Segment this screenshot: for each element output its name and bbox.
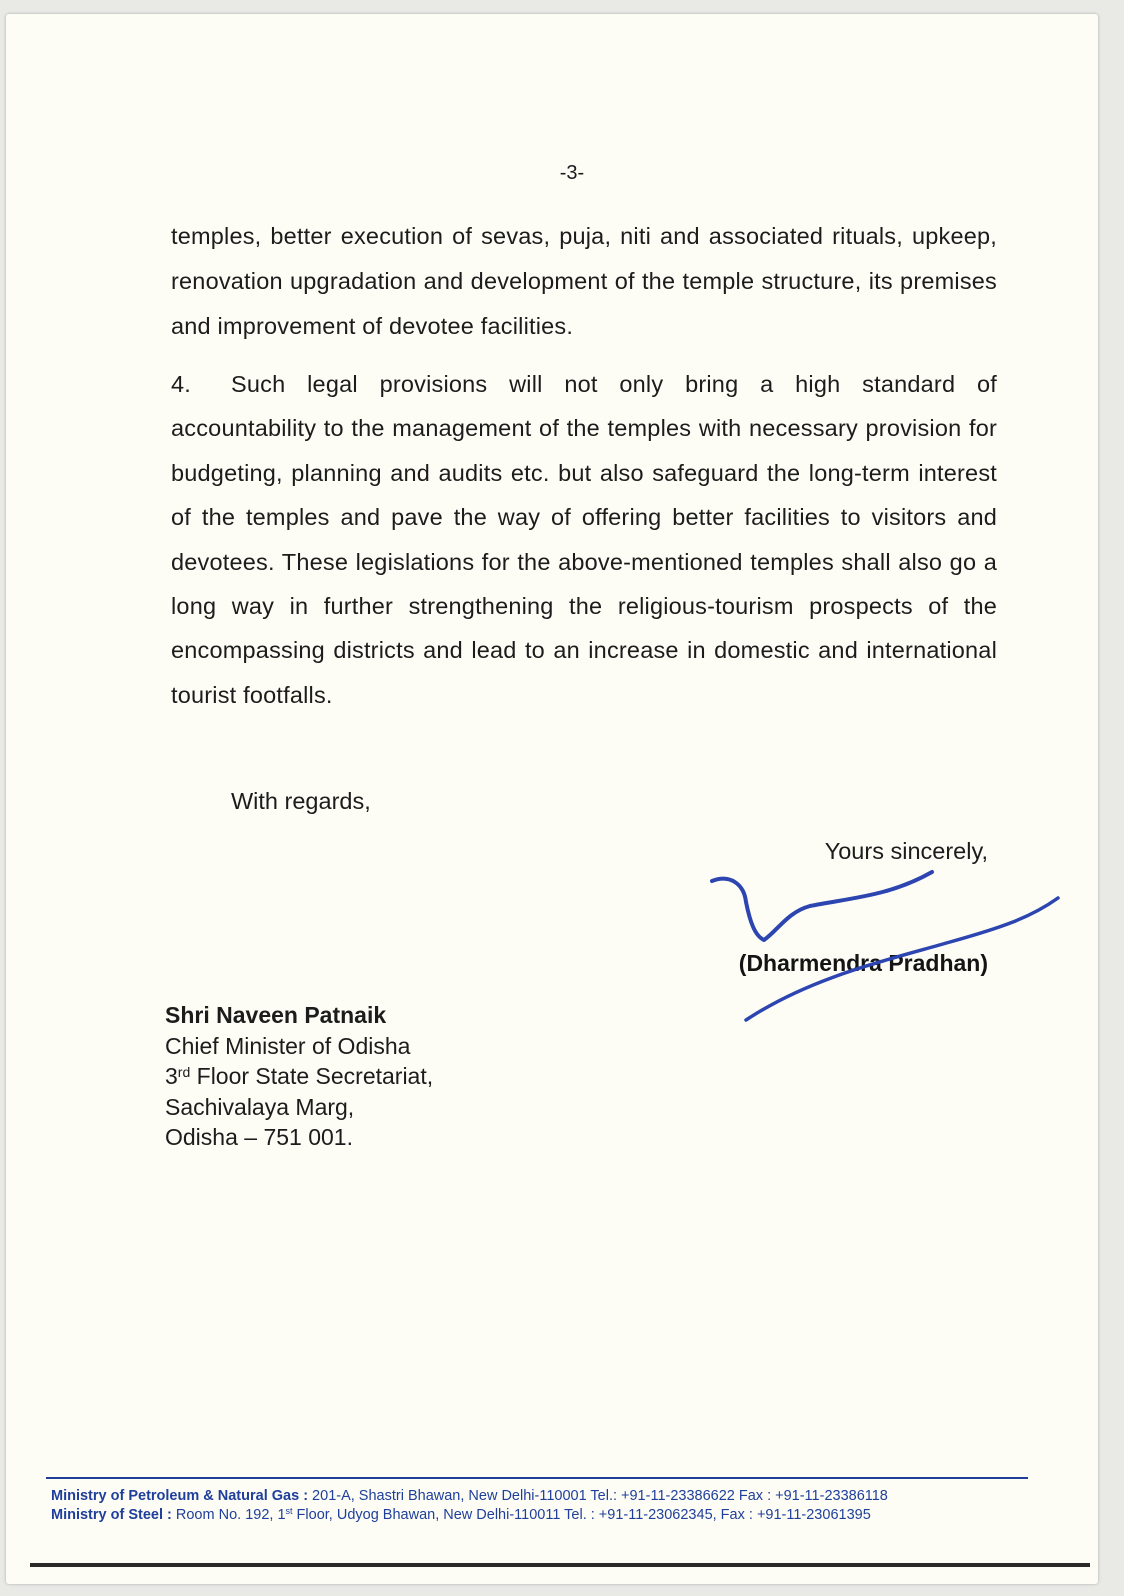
- footer-line-petroleum: [51, 1487, 888, 1506]
- footer-steel-address-b: Floor, Udyog Bhawan, New Delhi-110011 Tel. : +91-11-23062345, Fax : +91-11-23061395: [292, 1507, 871, 1523]
- recipient-city: Odisha – 751 001.: [165, 1124, 353, 1150]
- paragraph-continued: temples, better execution of sevas, puja, niti and associated rituals, upkeep, renovation upgradation and development of the temple structure, its premises and improvement of devotee facilities.: [171, 223, 997, 339]
- closing-line: Yours sincerely,: [824, 838, 988, 864]
- recipient-address: [165, 1000, 433, 1153]
- recipient-name: Shri Naveen Patnaik: [165, 1002, 387, 1028]
- recipient-title: Chief Minister of Odisha: [165, 1032, 411, 1059]
- footer-divider: [46, 1477, 1028, 1479]
- bottom-edge-bar: [30, 1563, 1090, 1567]
- recipient-floor: [165, 1061, 433, 1092]
- footer-ministry-steel: Ministry of Steel :: [51, 1507, 172, 1523]
- footer-steel-address-a: Room No. 192, 1: [171, 1507, 286, 1523]
- page-number: -3-: [559, 162, 585, 184]
- floor-text: Floor State Secretariat,: [190, 1063, 434, 1089]
- floor-number: 3: [165, 1063, 178, 1089]
- footer-ministry-petroleum: Ministry of Petroleum & Natural Gas :: [51, 1488, 309, 1504]
- paragraph-4: [171, 362, 997, 717]
- signature-stroke-v: [712, 872, 932, 940]
- footer-steel-ordinal: st: [285, 1506, 293, 1516]
- signatory-name: (Dharmendra Pradhan): [738, 950, 988, 976]
- floor-ordinal: rd: [177, 1064, 191, 1080]
- recipient-street: Sachivalaya Marg,: [165, 1093, 355, 1120]
- handwritten-signature: [700, 860, 1080, 1040]
- letterhead-footer: [51, 1487, 888, 1525]
- regards-line: With regards,: [231, 788, 371, 814]
- paragraph-4-text: Such legal provisions will not only bring a high standard of accountability to the management of the temples with necessary provision for budgeting, planning and audits etc. but also safeguard the long-term interest of the temples and pave the way of offering better facilities to visitors and devotees. These legislations for the above-mentioned temples shall also go a long way in further strengthening the religious-tourism prospects of the encompassing districts and lead to an increase in domestic and international tourist footfalls.: [171, 371, 997, 708]
- footer-petroleum-address: 201-A, Shastri Bhawan, New Delhi-110001 Tel.: +91-11-23386622 Fax : +91-11-23386118: [308, 1488, 888, 1504]
- paragraph-number: 4.: [171, 371, 191, 397]
- footer-line-steel: [51, 1506, 888, 1525]
